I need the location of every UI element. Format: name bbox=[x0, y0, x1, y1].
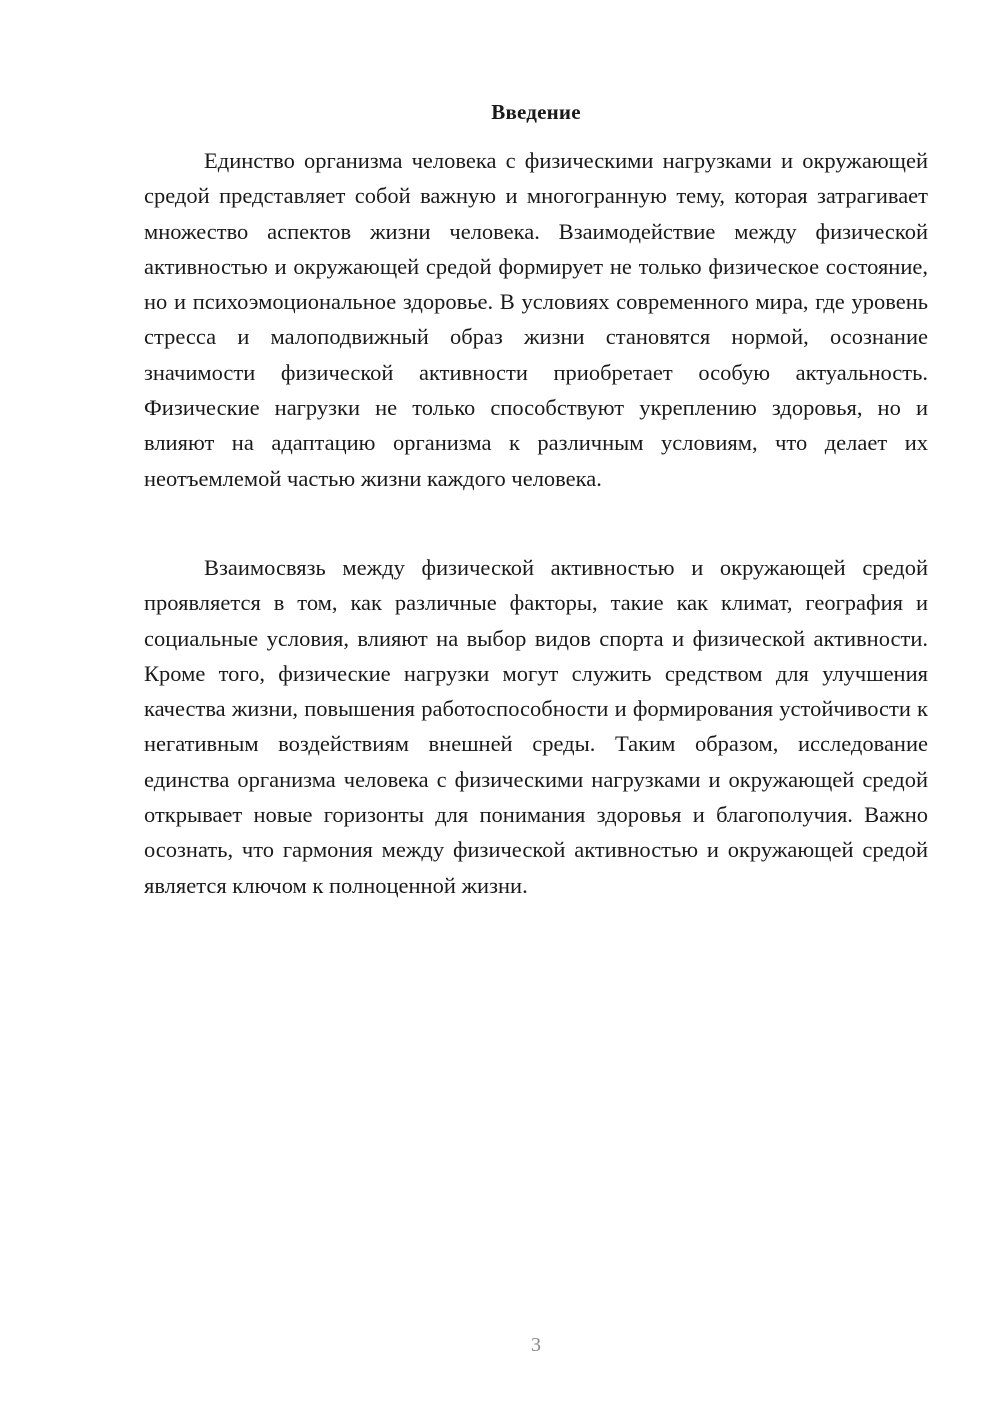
paragraph-2: Взаимосвязь между физической активностью и окружающей средой проявляется в том, как различные факторы, такие как климат, география и социальные условия, влияют на выбор видов спорта и физической активности. Кроме того, физические нагрузки могут служить средством для улучшения качества жизни, повышения работоспособности и формирования устойчивости к негативным воздействиям внешней среды. Таким образом, исследование единства организма человека с физическими нагрузками и окружающей средой открывает новые горизонты для понимания здоровья и благополучия. Важно осознать, что гармония между физической активностью и окружающей средой является ключом к полноценной жизни. bbox=[144, 555, 928, 898]
paragraph-1: Единство организма человека с физическими нагрузками и окружающей средой представляет собой важную и многогранную тему, которая затрагивает множество аспектов жизни человека. Взаимодействие между физической активностью и окружающей средой формирует не только физическое состояние, но и психоэмоциональное здоровье. В условиях современного мира, где уровень стресса и малоподвижный образ жизни становятся нормой, осознание значимости физической активности приобретает особую актуальность. Физические нагрузки не только способствуют укреплению здоровья, но и влияют на адаптацию организма к различным условиям, что делает их неотъемлемой частью жизни каждого человека. bbox=[144, 148, 928, 491]
section-heading: Введение bbox=[491, 100, 581, 124]
page-number: 3 bbox=[531, 1334, 541, 1356]
